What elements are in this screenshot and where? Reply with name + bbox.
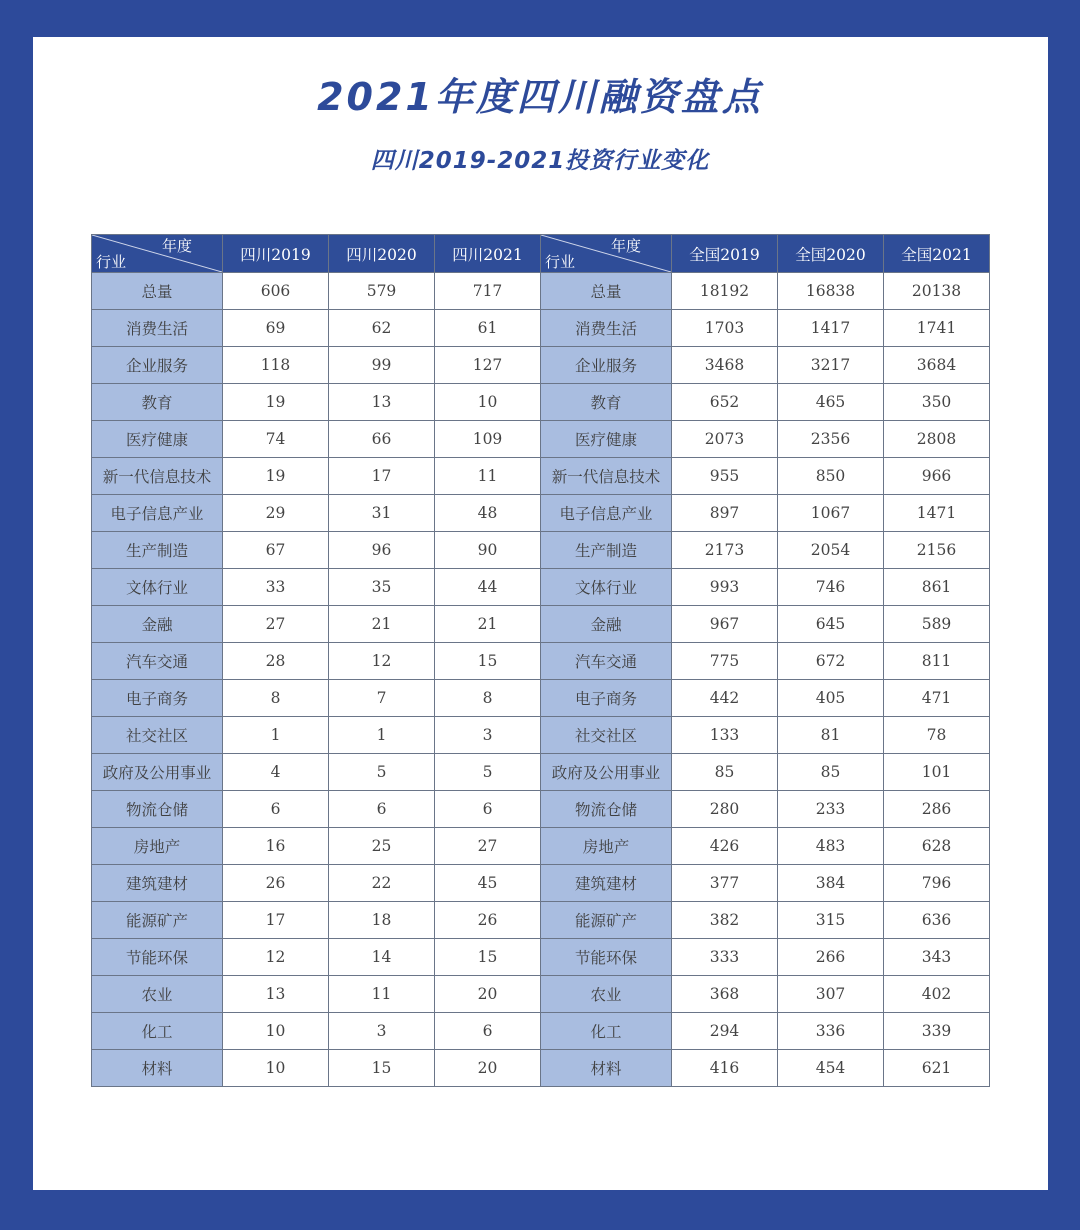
sichuan-value-cell: 99 [329,347,435,384]
industry-cell: 汽车交通 [92,643,223,680]
national-value-cell: 416 [672,1050,778,1087]
sichuan-value-cell: 20 [435,976,541,1013]
national-value-cell: 233 [778,791,884,828]
national-value-cell: 2173 [672,532,778,569]
sichuan-value-cell: 10 [223,1050,329,1087]
national-value-cell: 18192 [672,273,778,310]
national-value-cell: 336 [778,1013,884,1050]
national-value-cell: 2054 [778,532,884,569]
sichuan-value-cell: 8 [435,680,541,717]
table-row [92,865,990,902]
industry-cell: 电子商务 [541,680,672,717]
table-row [92,754,990,791]
table-row [92,384,990,421]
industry-cell: 汽车交通 [541,643,672,680]
national-value-cell: 368 [672,976,778,1013]
table-row [92,1050,990,1087]
national-value-cell: 1741 [884,310,990,347]
national-value-cell: 811 [884,643,990,680]
sichuan-value-cell: 15 [435,939,541,976]
national-value-cell: 775 [672,643,778,680]
sichuan-value-cell: 118 [223,347,329,384]
table-row [92,643,990,680]
sichuan-value-cell: 7 [329,680,435,717]
national-value-cell: 377 [672,865,778,902]
industry-cell: 电子信息产业 [541,495,672,532]
sichuan-value-cell: 14 [329,939,435,976]
industry-cell: 新一代信息技术 [541,458,672,495]
national-value-cell: 645 [778,606,884,643]
national-value-cell: 3217 [778,347,884,384]
national-value-cell: 966 [884,458,990,495]
industry-cell: 建筑建材 [92,865,223,902]
industry-cell: 政府及公用事业 [92,754,223,791]
sichuan-value-cell: 4 [223,754,329,791]
sichuan-value-cell: 10 [435,384,541,421]
sichuan-value-cell: 61 [435,310,541,347]
national-value-cell: 897 [672,495,778,532]
sichuan-value-cell: 12 [329,643,435,680]
sichuan-value-cell: 15 [329,1050,435,1087]
sichuan-value-cell: 6 [223,791,329,828]
sichuan-value-cell: 6 [329,791,435,828]
sichuan-value-cell: 717 [435,273,541,310]
industry-cell: 企业服务 [92,347,223,384]
national-value-cell: 483 [778,828,884,865]
industry-cell: 电子商务 [92,680,223,717]
industry-cell: 总量 [92,273,223,310]
national-value-cell: 350 [884,384,990,421]
national-value-cell: 286 [884,791,990,828]
sichuan-value-cell: 11 [329,976,435,1013]
national-value-cell: 621 [884,1050,990,1087]
industry-cell: 房地产 [541,828,672,865]
sichuan-value-cell: 69 [223,310,329,347]
sichuan-value-cell: 13 [329,384,435,421]
industry-cell: 金融 [541,606,672,643]
sichuan-value-cell: 5 [435,754,541,791]
industry-cell: 企业服务 [541,347,672,384]
industry-cell: 教育 [541,384,672,421]
table-row [92,495,990,532]
national-value-cell: 1471 [884,495,990,532]
sichuan-value-cell: 109 [435,421,541,458]
sichuan-value-cell: 579 [329,273,435,310]
industry-cell: 能源矿产 [541,902,672,939]
industry-cell: 物流仓储 [92,791,223,828]
column-header: 全国2021 [884,235,990,273]
industry-cell: 金融 [92,606,223,643]
sichuan-value-cell: 62 [329,310,435,347]
column-header: 四川2021 [435,235,541,273]
sichuan-value-cell: 45 [435,865,541,902]
industry-cell: 新一代信息技术 [92,458,223,495]
national-value-cell: 16838 [778,273,884,310]
national-value-cell: 955 [672,458,778,495]
national-value-cell: 382 [672,902,778,939]
sichuan-value-cell: 19 [223,458,329,495]
table-row [92,680,990,717]
sichuan-value-cell: 15 [435,643,541,680]
sichuan-value-cell: 6 [435,1013,541,1050]
national-value-cell: 796 [884,865,990,902]
industry-cell: 农业 [541,976,672,1013]
sichuan-value-cell: 27 [435,828,541,865]
national-value-cell: 85 [778,754,884,791]
sichuan-value-cell: 11 [435,458,541,495]
national-value-cell: 465 [778,384,884,421]
national-value-cell: 3468 [672,347,778,384]
national-value-cell: 1417 [778,310,884,347]
industry-cell: 能源矿产 [92,902,223,939]
table-row [92,458,990,495]
industry-cell: 消费生活 [541,310,672,347]
industry-cell: 医疗健康 [541,421,672,458]
industry-cell: 总量 [541,273,672,310]
sichuan-value-cell: 35 [329,569,435,606]
national-value-cell: 78 [884,717,990,754]
sichuan-value-cell: 48 [435,495,541,532]
sichuan-value-cell: 8 [223,680,329,717]
sichuan-value-cell: 5 [329,754,435,791]
national-value-cell: 471 [884,680,990,717]
industry-cell: 农业 [92,976,223,1013]
national-value-cell: 426 [672,828,778,865]
sichuan-value-cell: 25 [329,828,435,865]
industry-cell: 化工 [92,1013,223,1050]
industry-cell: 物流仓储 [541,791,672,828]
table-row [92,310,990,347]
sichuan-value-cell: 31 [329,495,435,532]
national-value-cell: 861 [884,569,990,606]
industry-cell: 消费生活 [92,310,223,347]
table-row [92,421,990,458]
sichuan-value-cell: 20 [435,1050,541,1087]
page-subtitle: 四川2019-2021投资行业变化 [370,148,710,174]
national-value-cell: 384 [778,865,884,902]
national-value-cell: 81 [778,717,884,754]
industry-cell: 生产制造 [541,532,672,569]
national-value-cell: 133 [672,717,778,754]
table-row [92,939,990,976]
corner-year-label: 年度 [610,237,641,255]
sichuan-value-cell: 74 [223,421,329,458]
sichuan-value-cell: 44 [435,569,541,606]
sichuan-value-cell: 127 [435,347,541,384]
sichuan-value-cell: 18 [329,902,435,939]
corner-industry-label: 行业 [545,253,576,271]
sichuan-value-cell: 33 [223,569,329,606]
sichuan-value-cell: 21 [435,606,541,643]
industry-cell: 政府及公用事业 [541,754,672,791]
sichuan-value-cell: 28 [223,643,329,680]
sichuan-value-cell: 67 [223,532,329,569]
column-header: 四川2020 [329,235,435,273]
industry-cell: 社交社区 [541,717,672,754]
sichuan-value-cell: 10 [223,1013,329,1050]
national-value-cell: 20138 [884,273,990,310]
sichuan-value-cell: 12 [223,939,329,976]
table-row [92,347,990,384]
national-value-cell: 1067 [778,495,884,532]
table-body [92,273,990,1087]
table-row [92,828,990,865]
national-value-cell: 2808 [884,421,990,458]
national-value-cell: 343 [884,939,990,976]
national-value-cell: 454 [778,1050,884,1087]
national-value-cell: 2356 [778,421,884,458]
sichuan-value-cell: 13 [223,976,329,1013]
sichuan-value-cell: 606 [223,273,329,310]
national-value-cell: 993 [672,569,778,606]
sichuan-value-cell: 26 [223,865,329,902]
national-value-cell: 280 [672,791,778,828]
corner-header-sichuan [92,235,223,273]
sichuan-value-cell: 3 [329,1013,435,1050]
table-row [92,273,990,310]
table-row [92,1013,990,1050]
sichuan-value-cell: 66 [329,421,435,458]
national-value-cell: 339 [884,1013,990,1050]
sichuan-value-cell: 21 [329,606,435,643]
national-value-cell: 2073 [672,421,778,458]
investment-industry-table [91,234,990,1087]
table-row [92,976,990,1013]
industry-cell: 文体行业 [92,569,223,606]
national-value-cell: 636 [884,902,990,939]
national-value-cell: 967 [672,606,778,643]
industry-cell: 生产制造 [92,532,223,569]
industry-cell: 节能环保 [92,939,223,976]
sichuan-value-cell: 22 [329,865,435,902]
industry-cell: 化工 [541,1013,672,1050]
industry-cell: 医疗健康 [92,421,223,458]
sichuan-value-cell: 17 [223,902,329,939]
industry-cell: 电子信息产业 [92,495,223,532]
national-value-cell: 402 [884,976,990,1013]
national-value-cell: 850 [778,458,884,495]
corner-year-label: 年度 [161,237,192,255]
column-header: 全国2019 [672,235,778,273]
national-value-cell: 2156 [884,532,990,569]
industry-cell: 材料 [541,1050,672,1087]
sichuan-value-cell: 27 [223,606,329,643]
sichuan-value-cell: 19 [223,384,329,421]
industry-cell: 文体行业 [541,569,672,606]
national-value-cell: 3684 [884,347,990,384]
national-value-cell: 307 [778,976,884,1013]
national-value-cell: 405 [778,680,884,717]
national-value-cell: 266 [778,939,884,976]
column-header: 四川2019 [223,235,329,273]
industry-cell: 教育 [92,384,223,421]
national-value-cell: 746 [778,569,884,606]
sichuan-value-cell: 16 [223,828,329,865]
sichuan-value-cell: 17 [329,458,435,495]
national-value-cell: 315 [778,902,884,939]
sichuan-value-cell: 26 [435,902,541,939]
table-row [92,902,990,939]
table-row [92,606,990,643]
table-row [92,791,990,828]
industry-cell: 房地产 [92,828,223,865]
national-value-cell: 333 [672,939,778,976]
corner-header-national [541,235,672,273]
sichuan-value-cell: 1 [329,717,435,754]
table-row [92,569,990,606]
sichuan-value-cell: 3 [435,717,541,754]
sichuan-value-cell: 90 [435,532,541,569]
industry-cell: 节能环保 [541,939,672,976]
national-value-cell: 1703 [672,310,778,347]
industry-cell: 材料 [92,1050,223,1087]
column-header: 全国2020 [778,235,884,273]
page-title: 2021年度四川融资盘点 [317,75,763,119]
industry-cell: 建筑建材 [541,865,672,902]
table-header-row [92,235,990,273]
national-value-cell: 101 [884,754,990,791]
table-row [92,717,990,754]
national-value-cell: 672 [778,643,884,680]
industry-cell: 社交社区 [92,717,223,754]
national-value-cell: 294 [672,1013,778,1050]
table-row [92,532,990,569]
national-value-cell: 589 [884,606,990,643]
national-value-cell: 85 [672,754,778,791]
sichuan-value-cell: 96 [329,532,435,569]
sichuan-value-cell: 6 [435,791,541,828]
sichuan-value-cell: 1 [223,717,329,754]
sichuan-value-cell: 29 [223,495,329,532]
national-value-cell: 628 [884,828,990,865]
national-value-cell: 442 [672,680,778,717]
national-value-cell: 652 [672,384,778,421]
corner-industry-label: 行业 [96,253,127,271]
